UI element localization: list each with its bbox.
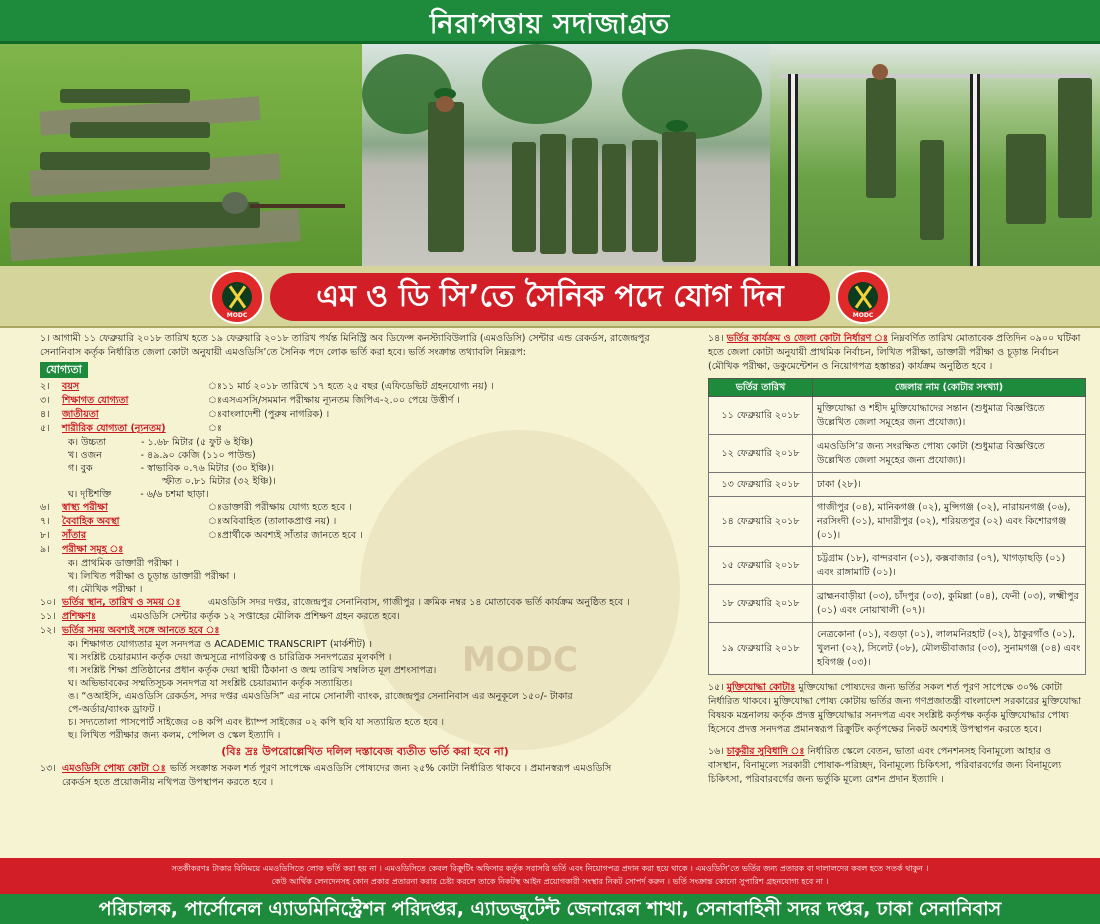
photo-strip	[0, 44, 1100, 266]
warning-strip	[0, 858, 1100, 894]
item-schedule: ১৪। ভর্তির কার্যক্রম ও জেলা কোটা নির্ধারণ ঃ নিম্নবর্ণিত তারিখ মোতাবেক প্রতিদিন ০৯০০ ঘটিকা হতে জেলা কোটা অনুযায়ী প্রাথমিক নির্বাচন, লিখিত পরীক্ষা, ডাক্তারী পরীক্ষা ও চূড়ান্ত নির্বাচন (মৌখিক পরীক্ষা, ডকুমেন্টেশন ও নিয়োগপত্র হস্তান্তর) কার্যক্রম অনুষ্ঠিত হবে ।	[708, 333, 1081, 372]
doc-2: খ। সংশ্লিষ্ট চেয়ারম্যান কর্তৃক দেয়া জন্মসূত্রে নাগরিকত্ব ও চারিত্রিক সনদপত্রের মূলকপি ।	[68, 652, 392, 663]
watermark-emblem: MODC	[360, 430, 680, 750]
table-row: ১১ ফেব্রুয়ারি ২০১৮ মুক্তিযোদ্ধা ও শহীদ মুক্তিযোদ্ধাদের সন্তান (শুধুমাত্র বিজ্ঞপ্তিতে উল্লেখিত জেলা সমূহের জন্য প্রযোজ্য)।	[709, 397, 1086, 435]
doc-3: গ। সংশ্লিষ্ট শিক্ষা প্রতিষ্ঠানের প্রধান কর্তৃক দেয়া স্থায়ী ঠিকানা ও জন্ম তারিখ সম্বলিত মূল প্রশংসাপত্র।	[68, 665, 437, 676]
exam-1: ক। প্রাথমিক ডাক্তারী পরীক্ষা ।	[68, 558, 179, 569]
modc-logo-left: MODC	[210, 270, 264, 324]
physical-eyesight: ঘ। দৃষ্টিশক্তি - ৬/৬ চশমা ছাড়া।	[68, 489, 209, 500]
left-column	[40, 332, 690, 790]
physical-chest: গ। বুক - স্বাভাবিক ০.৭৬ মিটার (৩০ ইঞ্চি)।	[68, 463, 275, 474]
table-row: ১৩ ফেব্রুয়ারি ২০১৮ ঢাকা (২৮)।	[709, 473, 1086, 497]
doc-7: ছ। লিখিত পরীক্ষার জন্য কলম, পেন্সিল ও স্কেল ইত্যাদি ।	[68, 730, 281, 741]
item-benefits: ১৬। চাকুরীর সুবিধাদি ঃ নির্ধারিত স্কেলে বেতন, ভাতা এবং পেনশনসহ বিনামূল্যে আহার ও বাসস্থান, বিনামূল্যে সরকারী পোষাক-পরিচ্ছদ, বিনামূল্যে চিকিৎসা, পরিবারবর্গের জন্য বিনামূল্যে চিকিৎসা, পরিবারবর্গের জন্য ভর্তুকি মূল্যে রেশন প্রদান ইত্যাদি ।	[708, 746, 1062, 785]
title-banner	[0, 266, 1100, 328]
item-venue: ১০। ভর্তির স্থান, তারিখ ও সময় ঃ এমওডিসি সদর দপ্তর, রাজেন্দ্রপুর সেনানিবাস, গাজীপুর । ক্রমিক নম্বর ১৪ মোতাবেক ভর্তি কার্যক্রম অনুষ্ঠিত হবে ।	[40, 597, 630, 608]
right-column	[708, 332, 1086, 787]
item-modc-quota-cont: রেকর্ডস হতে প্রয়োজনীয় নথিপত্র উপস্থাপন করতে হবে ।	[62, 777, 274, 788]
physical-weight: খ। ওজন - ৪৯.৯০ কেজি (১১০ পাউন্ড)	[68, 450, 256, 461]
table-row: ১৯ ফেব্রুয়ারি ২০১৮ নেত্রকোনা (০১), বগুড়া (০১), লালমনিরহাট (০২), ঠাকুরগাঁও (০১), খুলনা (০২), সিলেট (০৮), মৌলভীবাজার (০৩), সুনামগঞ্জ (০৪) এবং হবিগঞ্জ (০৩)।	[709, 623, 1086, 675]
table-row: ১৫ ফেব্রুয়ারি ২০১৮ চট্টগ্রাম (১৮), বান্দরবান (০১), কক্সবাজার (০৭), খাগড়াছড়ি (০১) এবং রাঙ্গামাটি (০১)।	[709, 547, 1086, 585]
item-modc-quota: ১৩। এমওডিসি পোষ্য কোটা ঃ ভর্তি সংক্রান্ত সকল শর্ত পূরণ সাপেক্ষে এমওডিসি পোষ্যদের জন্য ২৫% কোটা নির্ধারিত থাকবে । প্রমানস্বরূপ এমওডিসি	[40, 763, 612, 774]
intro-paragraph: ১। আগামী ১১ ফেব্রুয়ারি ২০১৮ তারিখ হতে ১৯ ফেব্রুয়ারি ২০১৮ তারিখ পর্যন্ত মিনিস্ট্রি অব ডিফেন্স কনস্ট্যাবিউলারি (এমওডিসি) সেন্টার এন্ড রেকর্ডস, রাজেন্দ্রপুর সেনানিবাস কর্তৃক নির্ধারিত জেলা কোটা অনুযায়ী এমওডিসি’তে সৈনিক পদে লোক ভর্তি করা হবে। ভর্তি সংক্রান্ত তথ্যাবলি নিম্নরূপ:	[40, 333, 650, 358]
item-swimming: ৮। সাঁতার ঃ প্রার্থীকে অবশ্যই সাঁতার জানতে হবে ।	[40, 530, 363, 541]
header-bar	[0, 0, 1100, 44]
quota-table	[708, 378, 1086, 675]
photo-shooting-practice	[0, 44, 362, 266]
modc-logo-right: MODC	[836, 270, 890, 324]
physical-chest-expanded: স্ফীত ০.৮১ মিটার (৩২ ইঞ্চি)।	[162, 476, 276, 487]
footer-bar: পরিচালক, পার্সোনেল এ্যাডমিনিস্ট্রেশন পরিদপ্তর, এ্যাডজুটেন্ট জেনারেল শাখা, সেনাবাহিনী সদর দপ্তর, ঢাকা সেনানিবাস	[0, 894, 1100, 924]
exam-3: গ। মৌখিক পরীক্ষা ।	[68, 584, 143, 595]
table-row: ১৪ ফেব্রুয়ারি ২০১৮ গাজীপুর (০৪), মানিকগঞ্জ (০২), মুন্সিগঞ্জ (০২), নারায়নগঞ্জ (০৬), নরসিংদী (০১), মাদারীপুর (০২), শরিয়তপুর (০২) এবং কিশোরগঞ্জ (০১)।	[709, 497, 1086, 547]
item-training: ১১। প্রশিক্ষণঃ এমওডিসি সেন্টার কর্তৃক ১২ সপ্তাহের মৌলিক প্রশিক্ষণ গ্রহন করতে হবে।	[40, 611, 400, 622]
item-physical: ৫। শারীরিক যোগ্যতা (ন্যূনতম) ঃ	[40, 423, 222, 434]
item-exams: ৯। পরীক্ষা সমূহ ঃ	[40, 544, 124, 555]
item-marital: ৭। বৈবাহিক অবস্থা ঃ অবিবাহিত (তালাকপ্রাপ্ত নয়) ।	[40, 516, 337, 527]
item-health: ৬। স্বাস্থ্য পরীক্ষা ঃ ডাক্তারী পরীক্ষায় যোগ্য হতে হবে ।	[40, 502, 352, 513]
doc-1: ক। শিক্ষাগত যোগ্যতার মূল সনদপত্র ও ACADEMIC TRANSCRIPT (মার্কশীট) ।	[68, 639, 373, 650]
banner-title: এম ও ডি সি’তে সৈনিক পদে যোগ দিন	[316, 279, 784, 314]
doc-5-cont: পে-অর্ডার/ব্যাংক ড্রাফট ।	[68, 704, 161, 715]
physical-height: ক। উচ্চতা - ১.৬৮ মিটার (৫ ফুট ৬ ইঞ্চি)	[68, 437, 254, 448]
item-education: ৩। শিক্ষাগত যোগ্যতা ঃ এসএসসি/সমমান পরীক্ষায় ন্যূনতম জিপিএ-২.০০ পেয়ে উত্তীর্ণ ।	[40, 395, 460, 406]
doc-4: ঘ। অভিভাবকের সম্মতিসূচক সনদপত্র যা সংশ্লিষ্ট চেয়ারম্যান কর্তৃক সত্যায়িত।	[68, 678, 353, 689]
exam-2: খ। লিখিত পরীক্ষা ও চূড়ান্ত ডাক্তারী পরীক্ষা ।	[68, 571, 236, 582]
warning-line-2: কেউ আর্থিক লেনদেনসহ কোন প্রকার প্রতারনা করার চেষ্টা করলে তাকে নিকটস্থ আইন প্রয়োগকারী সংস্থার নিকট সোপর্দ করুন । ভর্তি সংক্রান্ত কোনো সুপারিশ গ্রহনযোগ্য হবে না ।	[271, 877, 829, 886]
warning-line-1: সতর্কীকরণঃ টাকার বিনিময়ে এমওডিসিতে লোক ভর্তি করা হয় না । এমওডিসিতে কেবল রিক্রুটিং অফিসার কর্তৃক সরাসরি ভর্তি এবং নিয়োগপত্র প্রদান করা হয়ে থাকে । এমওডিসি’তে ভর্তির জন্য প্রতারক বা দালালদের কবল হতে সতর্ক থাকুন ।	[171, 864, 929, 873]
photo-parade	[362, 44, 770, 266]
doc-6: চ। সদ্যতোলা পাসপোর্ট সাইজের ০৪ কপি এবং ষ্ট্যাম্প সাইজের ০২ কপি ছবি যা সত্যায়িত হতে হবে ।	[68, 717, 445, 728]
qualification-heading: যোগ্যতা	[40, 362, 88, 378]
photo-pullup-training	[770, 44, 1100, 266]
item-age: ২। বয়স ঃ ১১ মার্চ ২০১৮ তারিখে ১৭ হতে ২৫ বছর (এফিডেভিট গ্রহনযোগ্য নয়) ।	[40, 381, 494, 392]
item-documents: ১২। ভর্তির সময় অবশ্যই সঙ্গে আনতে হবে ঃ	[40, 625, 220, 636]
item-nationality: ৪। জাতীয়তা ঃ বাংলাদেশী (পুরুষ নাগরিক) ।	[40, 409, 330, 420]
table-header-district: জেলার নাম (কোটার সংখ্যা)	[813, 379, 1086, 397]
table-row: ১২ ফেব্রুয়ারি ২০১৮ এমওডিসি’র জন্য সংরক্ষিত পোষ্য কোটা (শুধুমাত্র বিজ্ঞপ্তিতে উল্লেখিত জেলা সমূহের জন্য প্রযোজ্য)।	[709, 435, 1086, 473]
table-row: ১৮ ফেব্রুয়ারি ২০১৮ ব্রাহ্মনবাড়ীয়া (০৩), চাঁদপুর (০৩), কুমিল্লা (০৪), ফেনী (০৩), লক্ষ্মীপুর (০১) এবং নোয়াখালী (০৭)।	[709, 585, 1086, 623]
item-freedom-fighter-quota: ১৫। মুক্তিযোদ্ধা কোটাঃ মুক্তিযোদ্ধা পোষ্যদের জন্য ভর্তির সকল শর্ত পূরণ সাপেক্ষে ৩০% কোটা নির্ধারিত থাকবে। মুক্তিযোদ্ধা পোষ্য কোটায় ভর্তির জন্য গণপ্রজাতন্ত্রী বাংলাদেশ সরকারের মুক্তিযোদ্ধা বিষয়ক মন্ত্রনালয় কর্তৃক প্রদত্ত মুক্তিযোদ্ধার সনদপত্র এবং সংশ্লিষ্ট কর্তৃপক্ষ কর্তৃক মুক্তিযোদ্ধার পোষ্য হিসেবে প্রদত্ত সনদপত্র প্রমানস্বরূপ রিক্রুটিং কর্তৃপক্ষের নিকট অবশ্যই উপস্থাপন করতে হবে।	[708, 682, 1081, 735]
banner-pill	[270, 273, 830, 321]
documents-note: (বিঃ দ্রঃ উপরোল্লেখিত দলিল দস্তাবেজ ব্যতীত ভর্তি করা হবে না)	[221, 745, 509, 758]
header-title: নিরাপত্তায় সদাজাগ্রত	[429, 9, 671, 40]
table-header-date: ভর্তির তারিখ	[709, 379, 813, 397]
doc-5: ঙ। “ওআইসি, এমওডিসি রেকর্ডস, সদর দপ্তর এমওডিসি” এর নামে সোনালী ব্যাংক, রাজেন্দ্রপুর সেনানিবাস এর অনুকূলে ১৫০/- টাকার	[68, 691, 573, 702]
